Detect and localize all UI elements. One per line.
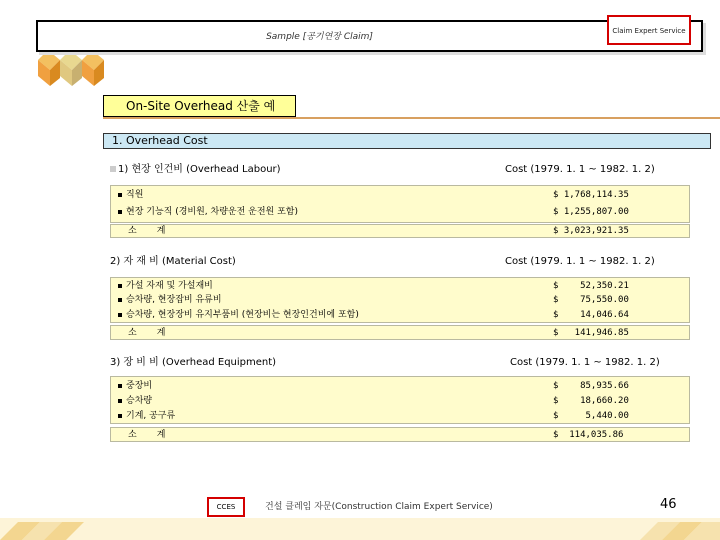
equipment-subtotal: $ 114,035.86 (553, 430, 624, 440)
claim-expert-badge: Claim Expert Service (607, 15, 691, 45)
bullet-icon (118, 414, 122, 418)
equipment-amount: $ 18,660.20 (553, 396, 629, 406)
material-period: Cost (1979. 1. 1 ~ 1982. 1. 2) (505, 256, 655, 267)
equipment-amount: $ 5,440.00 (553, 411, 629, 421)
section-divider (103, 117, 720, 119)
labour-amount: $ 1,768,114.35 (553, 190, 629, 200)
equipment-period: Cost (1979. 1. 1 ~ 1982. 1. 2) (510, 357, 660, 368)
title-bar (36, 20, 703, 52)
subtotal-label: 소계 (128, 328, 186, 338)
section-title: On-Site Overhead 산출 예 (103, 95, 296, 117)
labour-subtotal: $ 3,023,921.35 (553, 226, 629, 236)
material-amount: $ 52,350.21 (553, 281, 629, 291)
decorative-cubes (38, 46, 110, 86)
subtotal-label: 소계 (128, 226, 186, 236)
equipment-heading: 3) 장 비 비 (Overhead Equipment) (110, 357, 277, 368)
table-row: 현장 기능직 (경비원, 차량운전 운전원 포함) (118, 206, 298, 218)
bullet-icon (118, 384, 122, 388)
table-row: 승차량 (118, 395, 152, 407)
bullet-icon (118, 313, 122, 317)
table-row: 승차량, 현장잡비 유류비 (118, 294, 222, 306)
bullet-icon (118, 284, 122, 288)
page-title: Sample [공기연장 Claim] (266, 32, 373, 42)
bullet-icon (118, 298, 122, 302)
footer-decoration (0, 518, 720, 540)
table-row: 기계, 공구류 (118, 410, 175, 422)
footer-text: 건설 클레임 자문(Construction Claim Expert Service) (265, 502, 493, 512)
labour-heading-text: 1) 현장 인건비 (Overhead Labour) (118, 164, 281, 175)
bullet-icon (118, 399, 122, 403)
labour-amount: $ 1,255,807.00 (553, 207, 629, 217)
labour-period: Cost (1979. 1. 1 ~ 1982. 1. 2) (505, 164, 655, 175)
material-subtotal: $ 141,946.85 (553, 328, 629, 338)
subtotal-label: 소계 (128, 430, 186, 440)
material-heading: 2) 자 재 비 (Material Cost) (110, 256, 236, 267)
bullet-icon (118, 193, 122, 197)
table-row: 가설 자재 및 가설재비 (118, 280, 213, 292)
cces-logo: CCES (207, 497, 245, 517)
material-amount: $ 14,046.64 (553, 310, 629, 320)
table-row: 승차량, 현장장비 유지부품비 (현장비는 현장인건비에 포함) (118, 309, 359, 321)
bullet-icon (110, 166, 116, 172)
table-row: 직원 (118, 189, 143, 201)
bullet-icon (118, 210, 122, 214)
table-row: 중장비 (118, 380, 152, 392)
equipment-amount: $ 85,935.66 (553, 381, 629, 391)
material-amount: $ 75,550.00 (553, 295, 629, 305)
overhead-cost-header: 1. Overhead Cost (103, 133, 711, 149)
page-number: 46 (660, 497, 677, 512)
